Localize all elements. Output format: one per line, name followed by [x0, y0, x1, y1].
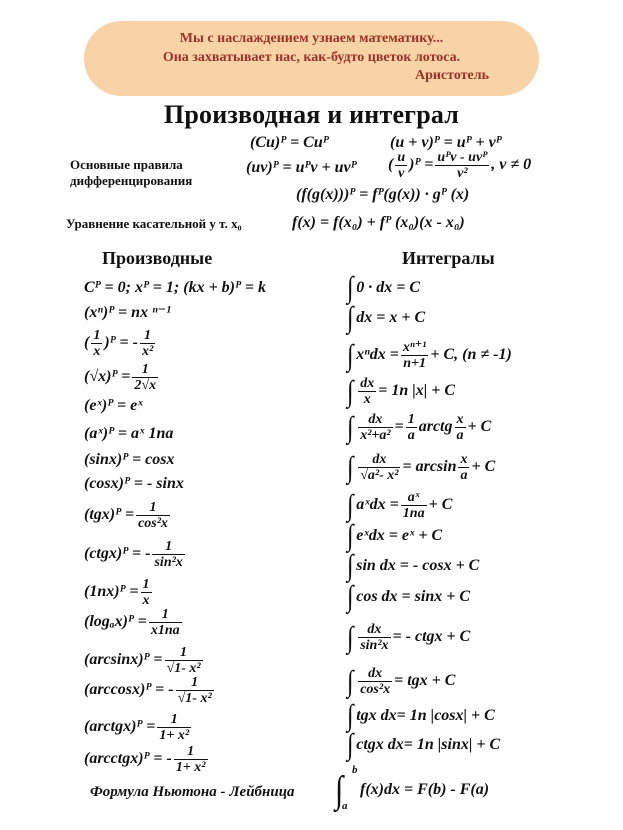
fraction-denominator: 2√x [134, 378, 157, 393]
derivative-lhs: (logₐx)ᴾ = [84, 613, 147, 631]
result-fraction [401, 340, 428, 371]
integral-exponential [346, 490, 452, 521]
derivative-ctg [84, 539, 187, 570]
integral-ctg [346, 622, 470, 653]
integral-tail: = - ctgx + C [392, 628, 471, 646]
derivatives-header: Производные [102, 248, 213, 268]
integrals-header: Интегралы [402, 248, 495, 268]
integral-tail: = 1n |x| + C [378, 382, 456, 400]
quote-author: Аристотель [414, 68, 489, 83]
rule-sum: (u + v)ᴾ = uᴾ + vᴾ [390, 134, 502, 151]
fraction-numerator: x [460, 452, 468, 467]
function-name: arctg [418, 418, 453, 436]
integral-sign: ∫ [346, 410, 354, 444]
derivative-sin: (sinx)ᴾ = cosx [84, 451, 175, 468]
integral-sign: ∫ [346, 301, 354, 335]
result-fraction [132, 362, 158, 393]
derivative-lhs: (arctgx)ᴾ = [84, 718, 156, 736]
fraction-denominator: a [460, 468, 468, 483]
derivative-lhs: (tgx)ᴾ = [84, 506, 135, 524]
fraction-numerator: 1 [93, 328, 101, 343]
rules-label [70, 157, 192, 189]
integral-tail: + C [467, 418, 492, 436]
derivative-lhs: (arcsinx)ᴾ = [84, 651, 163, 669]
integral-ctg-x [346, 728, 501, 762]
fraction-numerator: dx [360, 376, 375, 391]
integral-dx [346, 301, 426, 335]
fraction-denominator: cos²x [360, 682, 391, 697]
quote-line-1: Мы с наслаждением узнаем математику... [179, 31, 444, 46]
argument-fraction [458, 452, 469, 483]
argument-fraction [455, 412, 466, 443]
derivative-power: (xⁿ)ᴾ = nx ⁿ⁻¹ [84, 304, 171, 321]
rule-quotient-condition: , v ≠ 0 [491, 156, 532, 174]
rules-label-line-1: Основные правила [70, 157, 183, 172]
fraction-denominator: v² [457, 166, 468, 181]
integral-tg-x [346, 699, 495, 733]
fraction-numerator: 1 [165, 645, 203, 661]
integral-sign: ∫ [346, 728, 354, 762]
fraction-numerator: dx [358, 622, 390, 638]
integral-arcsin [346, 452, 495, 483]
inner-fraction [91, 328, 102, 359]
integral-body: xⁿdx = [356, 346, 399, 364]
derivative-arccos [84, 675, 216, 706]
derivative-exponential: (aˣ)ᴾ = aˣ 1na [84, 425, 174, 442]
derivative-ln [84, 577, 154, 608]
result-fraction [140, 328, 155, 359]
integral-body: eˣdx = eˣ + C [356, 527, 443, 544]
fraction-denominator: sin²x [360, 638, 389, 653]
fraction-numerator: xⁿ⁺¹ [402, 340, 427, 355]
derivative-exp: (eˣ)ᴾ = eˣ [84, 397, 143, 414]
integral-sign: ∫ [346, 374, 354, 408]
integral-exp [346, 519, 443, 553]
result-fraction [401, 490, 427, 521]
rule-quotient-inner-fraction [395, 150, 407, 181]
derivative-sqrt [84, 362, 160, 393]
integral-reciprocal [346, 376, 455, 407]
integral-tail: = tgx + C [394, 672, 456, 690]
fraction-denominator: √1- x² [177, 691, 212, 706]
integrand-fraction [358, 412, 392, 443]
newton-leibniz-label: Формула Ньютона - Лейбница [90, 784, 295, 800]
fraction-numerator: aˣ [401, 490, 427, 506]
integral-tail: + C [428, 496, 453, 514]
derivative-arcsin [84, 645, 205, 676]
integral-sign: ∫ [346, 620, 354, 654]
fraction-denominator: √1- x² [166, 661, 201, 676]
result-fraction [152, 539, 184, 570]
derivative-lhs-open: ( [84, 334, 90, 352]
fraction-denominator: n+1 [403, 356, 427, 371]
integrand-fraction [358, 452, 400, 483]
integral-cos [346, 580, 471, 614]
result-fraction [141, 577, 152, 608]
fraction-numerator: 1 [176, 675, 214, 691]
fraction-denominator: 1na [402, 506, 425, 521]
derivative-lhs: (1nx)ᴾ = [84, 583, 139, 601]
integral-sign: ∫ [335, 769, 344, 811]
integrand-fraction [358, 622, 390, 653]
fraction-numerator: x [456, 412, 464, 427]
integral-body: ctgx dx= 1n |sinx| + C [356, 736, 501, 753]
integral-sin [346, 549, 480, 583]
coefficient-fraction [406, 412, 417, 443]
integrand-fraction [358, 376, 376, 407]
fraction-numerator: dx [358, 452, 400, 468]
result-fraction [157, 712, 191, 743]
integral-body: 0 · dx = C [356, 279, 421, 296]
integral-power [346, 340, 512, 371]
fraction-denominator: cos²x [138, 516, 168, 531]
derivative-constant-linear: Cᴾ = 0; xᴾ = 1; (kx + b)ᴾ = k [84, 279, 266, 296]
lower-limit: a [342, 800, 348, 812]
function-name: = arcsin [402, 458, 457, 476]
fraction-numerator: u [397, 150, 406, 165]
integrand-fraction [358, 666, 392, 697]
page-title: Производная и интеграл [163, 100, 460, 129]
derivative-tg [84, 500, 172, 531]
fraction-denominator: 1+ x² [175, 760, 206, 775]
fraction-numerator: dx [358, 412, 392, 428]
result-fraction [174, 744, 208, 775]
integral-body: aˣdx = [356, 496, 399, 514]
derivative-arctg [84, 712, 193, 743]
fraction-denominator: a [456, 428, 464, 443]
rule-chain: (f(g(x)))ᴾ = fᴾ(g(x)) · gᴾ (x) [296, 186, 470, 203]
fraction-numerator: 1 [136, 500, 170, 516]
fraction-numerator: 1 [174, 744, 208, 760]
result-fraction [176, 675, 214, 706]
tangent-formula: f(x) = f(x₀) + fᴾ (x₀)(x - x₀) [292, 214, 465, 231]
fraction-denominator: x²+a² [360, 428, 391, 443]
integral-body: tgx dx= 1n |cosx| + C [356, 707, 495, 724]
integral-sign: ∫ [346, 549, 354, 583]
integral-sign: ∫ [346, 519, 354, 553]
fraction-denominator: x1na [150, 623, 180, 638]
fraction-numerator: uᴾv - uvᴾ [437, 150, 488, 165]
derivative-arcctg [84, 744, 210, 775]
fraction-denominator: sin²x [154, 555, 183, 570]
integral-sign: ∫ [346, 450, 354, 484]
fraction-denominator: x [363, 392, 371, 407]
quote-line-2: Она захватывает нас, как-будто цветок лотоса. [162, 50, 461, 65]
integral-tail: + C [471, 458, 496, 476]
integral-body: cos dx = sinx + C [356, 588, 471, 605]
fraction-denominator: x [142, 593, 150, 608]
fraction-denominator: x [93, 344, 101, 359]
rule-product: (uv)ᴾ = uᴾv + uvᴾ [246, 159, 357, 176]
integral-sign: ∫ [346, 664, 354, 698]
newton-leibniz-body: f(x)dx = F(b) - F(a) [360, 781, 490, 798]
result-fraction [136, 500, 170, 531]
integral-sign: ∫ [346, 580, 354, 614]
fraction-denominator: x² [141, 344, 154, 359]
rule-quotient-open: ( [388, 156, 394, 174]
fraction-numerator: 1 [132, 362, 158, 378]
quote-banner [84, 21, 539, 96]
fraction-numerator: 1 [152, 539, 184, 555]
derivative-lhs: (arccosx)ᴾ = - [84, 681, 174, 699]
integral-zero [346, 271, 421, 305]
fraction-numerator: 1 [157, 712, 191, 728]
rules-label-line-2: дифференцирования [70, 173, 193, 188]
derivative-lhs-close: )ᴾ = - [104, 334, 138, 352]
rule-constant-multiple: (Cu)ᴾ = Cuᴾ [250, 134, 329, 151]
integral-sign: ∫ [346, 699, 354, 733]
result-fraction [149, 607, 182, 638]
fraction-numerator: 1 [140, 328, 155, 344]
rule-quotient [388, 150, 531, 181]
integral-arctg [346, 412, 491, 443]
derivative-lhs: (arcctgx)ᴾ = - [84, 750, 172, 768]
fraction-numerator: 1 [407, 412, 415, 427]
rule-quotient-mid: )ᴾ = [409, 156, 434, 174]
fraction-numerator: 1 [142, 577, 150, 592]
derivative-cos: (cosx)ᴾ = - sinx [84, 475, 184, 492]
integral-tg [346, 666, 455, 697]
fraction-denominator: 1+ x² [159, 728, 190, 743]
derivative-reciprocal [84, 328, 157, 359]
derivative-lhs: (ctgx)ᴾ = - [84, 545, 151, 563]
integral-body: dx = x + C [356, 309, 426, 326]
result-fraction [165, 645, 203, 676]
integral-tail: + C, (n ≠ -1) [430, 346, 512, 364]
derivative-log [84, 607, 184, 638]
newton-leibniz-formula [334, 764, 534, 814]
derivative-lhs: (√x)ᴾ = [84, 368, 131, 386]
integral-sign: ∫ [346, 488, 354, 522]
fraction-numerator: dx [358, 666, 392, 682]
equals-sign: = [394, 418, 404, 436]
fraction-denominator: a [407, 428, 415, 443]
integral-body: sin dx = - cosx + C [356, 557, 480, 574]
integral-sign: ∫ [346, 271, 354, 305]
upper-limit: b [352, 764, 358, 776]
fraction-numerator: 1 [149, 607, 182, 623]
integral-sign: ∫ [346, 338, 354, 372]
tangent-label: Уравнение касательной у т. x₀ [66, 216, 242, 231]
rule-quotient-fraction [435, 150, 489, 181]
fraction-denominator: √a²- x² [360, 468, 399, 483]
fraction-denominator: v [398, 166, 405, 181]
